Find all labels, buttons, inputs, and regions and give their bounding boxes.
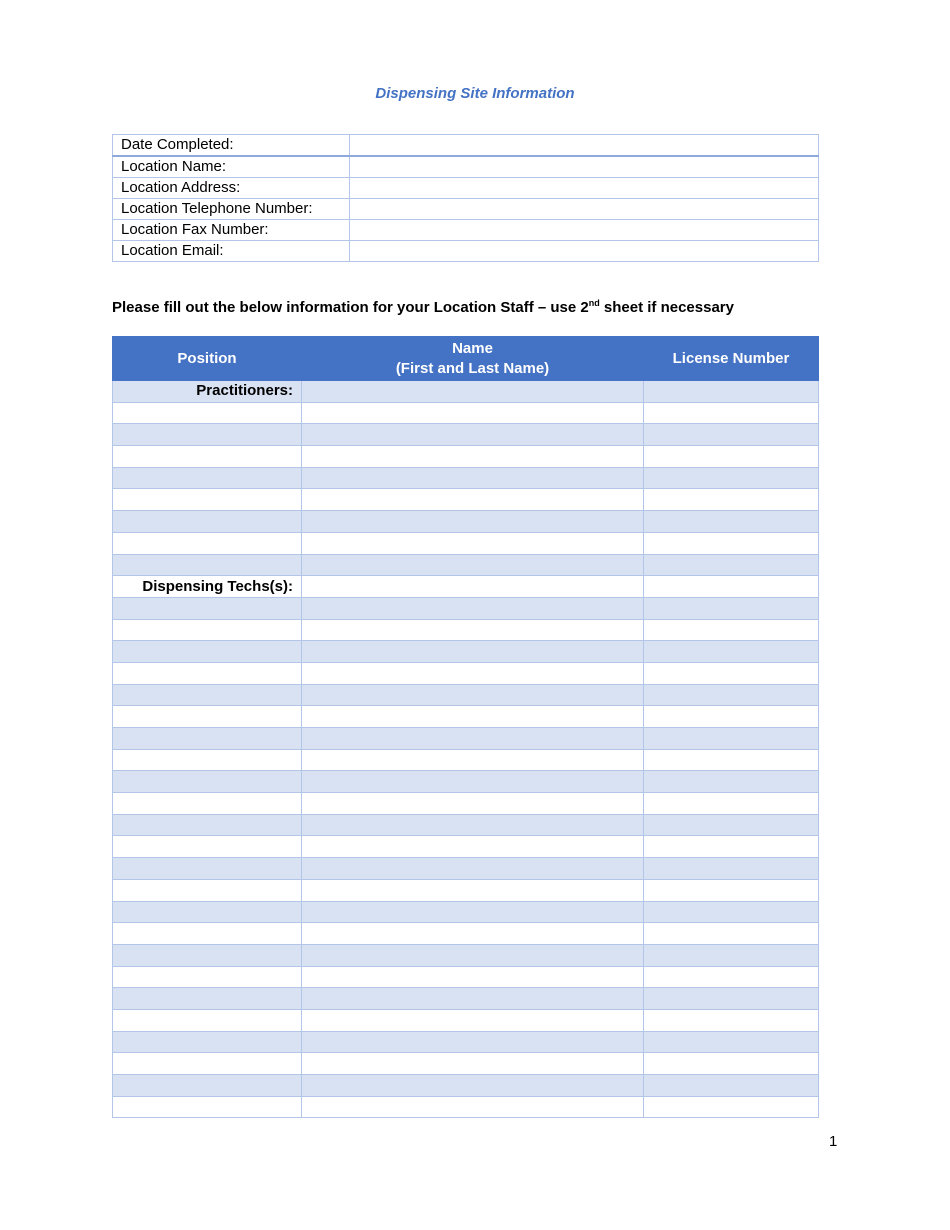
location-info-table xyxy=(112,134,819,262)
license-cell[interactable] xyxy=(644,749,819,771)
table-row xyxy=(113,923,819,945)
license-cell[interactable] xyxy=(644,467,819,489)
name-cell[interactable] xyxy=(302,619,644,641)
license-cell[interactable] xyxy=(644,511,819,533)
license-cell[interactable] xyxy=(644,966,819,988)
info-label: Location Email: xyxy=(113,241,350,262)
license-cell[interactable] xyxy=(644,879,819,901)
table-row xyxy=(113,1031,819,1053)
table-row xyxy=(113,814,819,836)
license-cell[interactable] xyxy=(644,1053,819,1075)
info-value-field[interactable] xyxy=(350,156,819,178)
position-cell[interactable] xyxy=(113,641,302,663)
position-cell[interactable] xyxy=(113,1031,302,1053)
info-row xyxy=(113,220,819,241)
table-row xyxy=(113,988,819,1010)
name-cell[interactable] xyxy=(302,1053,644,1075)
position-cell[interactable] xyxy=(113,749,302,771)
table-row xyxy=(113,858,819,880)
position-cell[interactable] xyxy=(113,1009,302,1031)
name-cell[interactable] xyxy=(302,858,644,880)
license-cell[interactable] xyxy=(644,684,819,706)
table-row xyxy=(113,641,819,663)
name-cell[interactable] xyxy=(302,749,644,771)
staff-instructions: Please fill out the below information for your Location Staff – use 2nd sheet if necessary xyxy=(112,298,734,316)
page-title: Dispensing Site Information xyxy=(375,85,575,102)
section-label-practitioners: Practitioners: xyxy=(113,381,302,403)
position-cell[interactable] xyxy=(113,467,302,489)
position-cell[interactable] xyxy=(113,923,302,945)
name-cell[interactable] xyxy=(302,966,644,988)
info-value-field[interactable] xyxy=(350,241,819,262)
position-cell[interactable] xyxy=(113,424,302,446)
name-cell[interactable] xyxy=(302,879,644,901)
license-cell[interactable] xyxy=(644,489,819,511)
table-row xyxy=(113,554,819,576)
table-row xyxy=(113,1009,819,1031)
name-cell[interactable] xyxy=(302,641,644,663)
info-row xyxy=(113,241,819,262)
info-value-field[interactable] xyxy=(350,220,819,241)
position-cell[interactable] xyxy=(113,793,302,815)
table-row xyxy=(113,489,819,511)
table-row xyxy=(113,836,819,858)
position-cell[interactable] xyxy=(113,901,302,923)
table-row xyxy=(113,706,819,728)
name-cell[interactable] xyxy=(302,1096,644,1118)
license-cell[interactable] xyxy=(644,944,819,966)
name-header: Name (First and Last Name) xyxy=(302,337,644,381)
license-cell[interactable] xyxy=(644,858,819,880)
table-row xyxy=(113,901,819,923)
name-cell[interactable] xyxy=(302,424,644,446)
license-cell[interactable] xyxy=(644,597,819,619)
table-row xyxy=(113,966,819,988)
name-cell[interactable] xyxy=(302,684,644,706)
table-row xyxy=(113,879,819,901)
info-value-field[interactable] xyxy=(350,199,819,220)
position-cell[interactable] xyxy=(113,684,302,706)
table-row xyxy=(113,511,819,533)
table-row xyxy=(113,662,819,684)
name-cell[interactable] xyxy=(302,489,644,511)
license-cell[interactable] xyxy=(644,554,819,576)
license-header: License Number xyxy=(644,337,819,381)
name-cell[interactable] xyxy=(302,901,644,923)
license-cell[interactable] xyxy=(644,381,819,403)
info-label: Location Fax Number: xyxy=(113,220,350,241)
info-label: Location Address: xyxy=(113,178,350,199)
position-cell[interactable] xyxy=(113,814,302,836)
position-header: Position xyxy=(113,337,302,381)
license-cell[interactable] xyxy=(644,1031,819,1053)
license-cell[interactable] xyxy=(644,1096,819,1118)
position-cell[interactable] xyxy=(113,489,302,511)
position-cell[interactable] xyxy=(113,1053,302,1075)
position-cell[interactable] xyxy=(113,858,302,880)
name-cell[interactable] xyxy=(302,944,644,966)
position-cell[interactable] xyxy=(113,836,302,858)
position-cell[interactable] xyxy=(113,554,302,576)
staff-table xyxy=(112,336,819,1118)
name-cell[interactable] xyxy=(302,1009,644,1031)
license-cell[interactable] xyxy=(644,793,819,815)
info-label: Date Completed: xyxy=(113,135,350,157)
position-cell[interactable] xyxy=(113,1096,302,1118)
license-cell[interactable] xyxy=(644,814,819,836)
staff-table-header xyxy=(113,337,819,381)
name-cell[interactable] xyxy=(302,988,644,1010)
position-cell[interactable] xyxy=(113,662,302,684)
license-cell[interactable] xyxy=(644,706,819,728)
name-cell[interactable] xyxy=(302,402,644,424)
info-label: Location Name: xyxy=(113,156,350,178)
info-row xyxy=(113,178,819,199)
name-cell[interactable] xyxy=(302,728,644,750)
table-row xyxy=(113,532,819,554)
info-label: Location Telephone Number: xyxy=(113,199,350,220)
license-cell[interactable] xyxy=(644,1009,819,1031)
table-row xyxy=(113,424,819,446)
position-cell[interactable] xyxy=(113,706,302,728)
position-cell[interactable] xyxy=(113,944,302,966)
position-cell[interactable] xyxy=(113,771,302,793)
name-cell[interactable] xyxy=(302,576,644,598)
name-cell[interactable] xyxy=(302,1075,644,1097)
table-row xyxy=(113,576,819,598)
name-cell[interactable] xyxy=(302,771,644,793)
name-cell[interactable] xyxy=(302,836,644,858)
info-row xyxy=(113,199,819,220)
page-number: 1 xyxy=(829,1133,838,1150)
license-cell[interactable] xyxy=(644,662,819,684)
table-row xyxy=(113,381,819,403)
name-cell[interactable] xyxy=(302,554,644,576)
license-cell[interactable] xyxy=(644,923,819,945)
license-cell[interactable] xyxy=(644,836,819,858)
name-cell[interactable] xyxy=(302,511,644,533)
table-row xyxy=(113,728,819,750)
name-cell[interactable] xyxy=(302,446,644,468)
position-cell[interactable] xyxy=(113,966,302,988)
table-row xyxy=(113,684,819,706)
position-cell[interactable] xyxy=(113,446,302,468)
license-cell[interactable] xyxy=(644,446,819,468)
license-cell[interactable] xyxy=(644,771,819,793)
info-value-field[interactable] xyxy=(350,135,819,157)
license-cell[interactable] xyxy=(644,402,819,424)
name-cell[interactable] xyxy=(302,1031,644,1053)
position-cell[interactable] xyxy=(113,402,302,424)
table-row xyxy=(113,944,819,966)
license-cell[interactable] xyxy=(644,901,819,923)
position-cell[interactable] xyxy=(113,597,302,619)
position-cell[interactable] xyxy=(113,988,302,1010)
license-cell[interactable] xyxy=(644,1075,819,1097)
section-label-techs: Dispensing Techs(s): xyxy=(113,576,302,598)
table-row xyxy=(113,1096,819,1118)
table-row xyxy=(113,446,819,468)
position-cell[interactable] xyxy=(113,879,302,901)
info-row xyxy=(113,135,819,157)
license-cell[interactable] xyxy=(644,424,819,446)
license-cell[interactable] xyxy=(644,619,819,641)
license-cell[interactable] xyxy=(644,641,819,663)
name-cell[interactable] xyxy=(302,662,644,684)
name-cell[interactable] xyxy=(302,532,644,554)
info-value-field[interactable] xyxy=(350,178,819,199)
license-cell[interactable] xyxy=(644,988,819,1010)
info-row xyxy=(113,156,819,178)
position-cell[interactable] xyxy=(113,1075,302,1097)
table-row xyxy=(113,793,819,815)
name-cell[interactable] xyxy=(302,706,644,728)
position-cell[interactable] xyxy=(113,619,302,641)
table-row xyxy=(113,402,819,424)
name-cell[interactable] xyxy=(302,381,644,403)
table-row xyxy=(113,1075,819,1097)
name-cell[interactable] xyxy=(302,467,644,489)
name-cell[interactable] xyxy=(302,814,644,836)
table-row xyxy=(113,467,819,489)
table-row xyxy=(113,619,819,641)
license-cell[interactable] xyxy=(644,576,819,598)
table-row xyxy=(113,749,819,771)
name-cell[interactable] xyxy=(302,923,644,945)
license-cell[interactable] xyxy=(644,532,819,554)
name-cell[interactable] xyxy=(302,793,644,815)
position-cell[interactable] xyxy=(113,532,302,554)
license-cell[interactable] xyxy=(644,728,819,750)
name-cell[interactable] xyxy=(302,597,644,619)
position-cell[interactable] xyxy=(113,511,302,533)
table-row xyxy=(113,1053,819,1075)
table-row xyxy=(113,597,819,619)
table-row xyxy=(113,771,819,793)
position-cell[interactable] xyxy=(113,728,302,750)
